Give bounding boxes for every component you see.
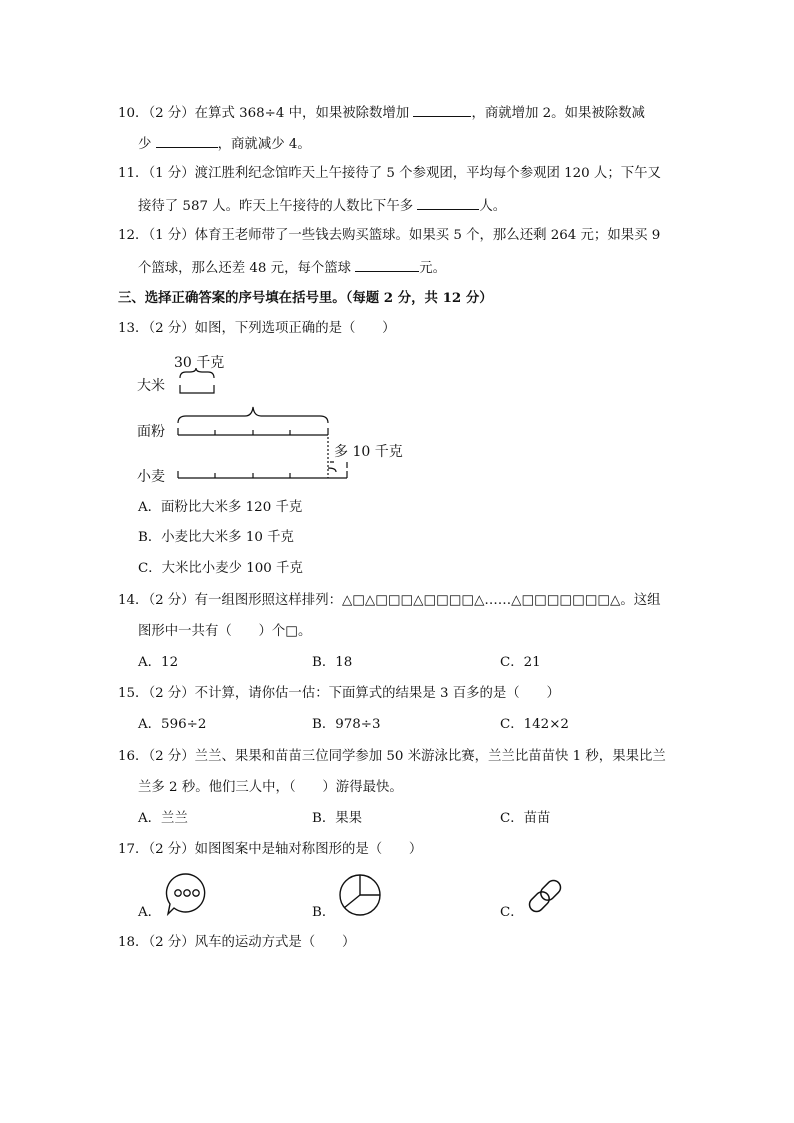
chain-link-icon[interactable]: [524, 875, 566, 917]
q11-text-1: 11．（1 分）渡江胜利纪念馆昨天上午接待了 5 个参观团，平均每个参观团 120 人；下午又: [118, 166, 661, 181]
question-16: 16．（2 分）兰兰、果果和苗苗三位同学参加 50 米游泳比赛，兰兰比苗苗快 1 秒，果果比兰: [118, 749, 666, 764]
q17-option-a[interactable]: A．: [138, 905, 162, 920]
question-15: 15．（2 分）不计算，请你估一估：下面算式的结果是 3 百多的是（ ）: [118, 686, 560, 701]
q16-option-a[interactable]: A．兰兰: [138, 811, 188, 826]
q17-option-c[interactable]: C．: [500, 905, 524, 920]
question-16-cont: 兰多 2 秒。他们三人中，（ ）游得最快。: [138, 780, 403, 795]
q12-text-2a: 个篮球，那么还差 48 元，每个篮球: [138, 261, 352, 276]
question-14-cont: 图形中一共有（ ）个□。: [138, 624, 312, 639]
q12-text-1: 12．（1 分）体育王老师带了一些钱去购买篮球。如果买 5 个，那么还剩 264 元；如果买 9: [118, 228, 661, 243]
rice-weight-label: 30 千克: [174, 355, 225, 371]
q13-option-c[interactable]: C．大米比小麦少 100 千克: [138, 561, 303, 576]
q10-text-2a: 少: [138, 137, 152, 152]
wheat-label: 小麦: [137, 469, 165, 485]
q16-option-c[interactable]: C．苗苗: [500, 811, 551, 826]
question-13: 13．（2 分）如图，下列选项正确的是（ ）: [118, 321, 396, 336]
section-3-heading: 三、选择正确答案的序号填在括号里。（每题 2 分，共 12 分）: [118, 290, 493, 306]
q10-text-1b: ，商就增加 2。如果被除数减: [471, 106, 645, 121]
flour-label: 面粉: [137, 424, 165, 440]
q10-text-1: 10．（2 分）在算式 368÷4 中，如果被除数增加: [118, 106, 410, 121]
q11-text-2b: 人。: [479, 199, 507, 214]
speech-bubble-icon[interactable]: [164, 872, 212, 920]
rice-segment: [180, 385, 214, 393]
q15-option-a[interactable]: A．596÷2: [138, 717, 207, 732]
q14-option-b[interactable]: B．18: [312, 655, 353, 670]
q14-option-c[interactable]: C．21: [500, 655, 541, 670]
question-17: 17．（2 分）如图图案中是轴对称图形的是（ ）: [118, 842, 423, 857]
pie-sector-icon[interactable]: [338, 873, 382, 917]
q10-text-2b: ，商就减少 4。: [217, 137, 311, 152]
question-18: 18．（2 分）风车的运动方式是（ ）: [118, 935, 356, 950]
flour-brace: [178, 407, 328, 423]
q16-option-b[interactable]: B．果果: [312, 811, 363, 826]
q15-option-b[interactable]: B．978÷3: [312, 717, 381, 732]
q15-option-c[interactable]: C．142×2: [500, 717, 569, 732]
extra-weight-label: 多 10 千克: [334, 444, 403, 460]
q13-option-a[interactable]: A．面粉比大米多 120 千克: [138, 500, 303, 515]
q11-text-2a: 接待了 587 人。昨天上午接待的人数比下午多: [138, 199, 414, 214]
rice-brace: [180, 368, 214, 378]
q14-option-a[interactable]: A．12: [138, 655, 179, 670]
q13-option-b[interactable]: B．小麦比大米多 10 千克: [138, 530, 294, 545]
q17-option-b[interactable]: B．: [312, 905, 336, 920]
q12-text-2b: 元。: [419, 261, 447, 276]
question-14: 14．（2 分）有一组图形照这样排列：△□△□□□△□□□□△……△□□□□□□□△。这组: [118, 593, 661, 608]
rice-label: 大米: [137, 378, 165, 394]
